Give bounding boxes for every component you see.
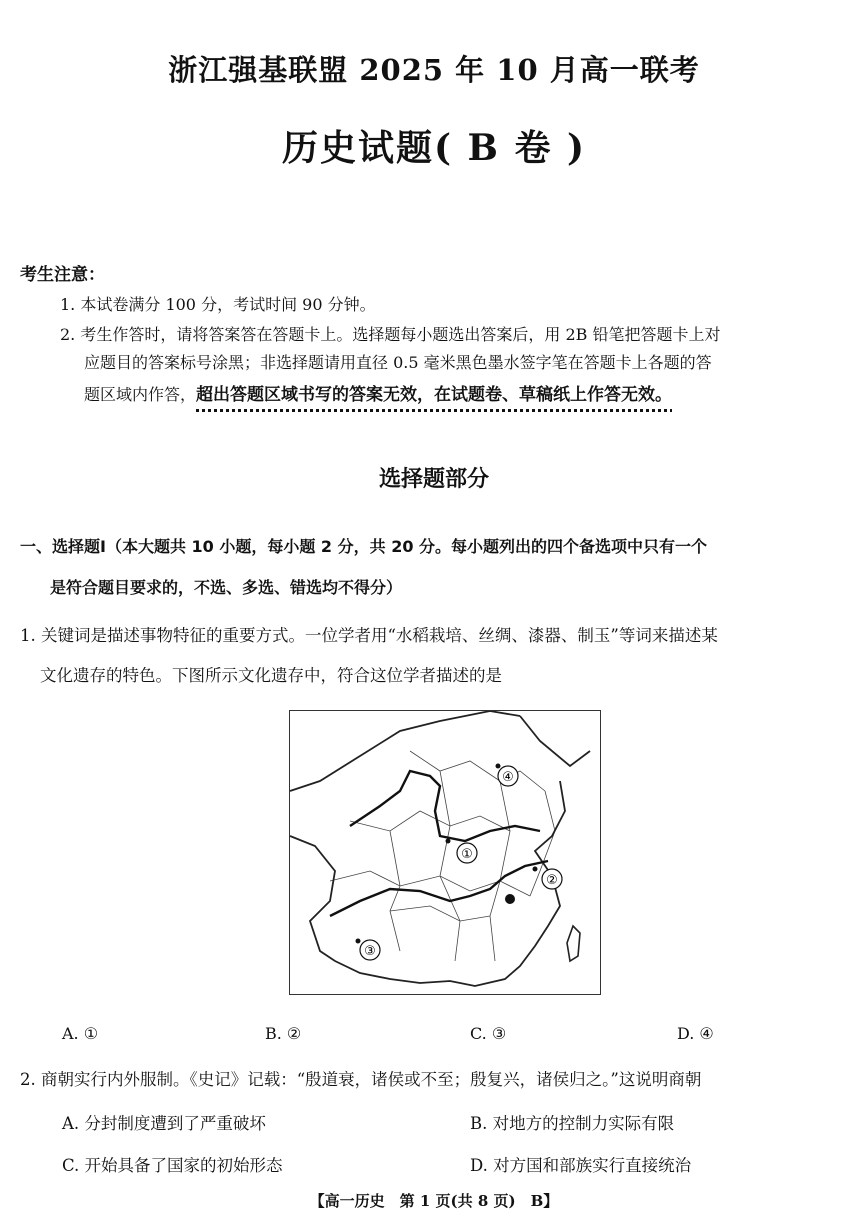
question-2-option-b[interactable]: B. 对地方的控制力实际有限 [470,1114,675,1133]
svg-text:②: ② [546,873,558,888]
question-1-option-a[interactable]: A. ① [62,1024,99,1043]
china-map-figure [289,710,601,995]
section-title: 选择题部分 [378,467,489,492]
question-1-stem-line-2: 文化遗存的特色。下图所示文化遗存中，符合这位学者描述的是 [40,666,502,685]
map-drawing [290,711,600,994]
question-2-option-a[interactable]: A. 分封制度遭到了严重破坏 [62,1114,266,1133]
svg-text:④: ④ [502,770,514,785]
page-footer: 【高一历史 第 1 页(共 8 页) B】 [309,1192,559,1210]
question-1-option-d[interactable]: D. ④ [677,1024,714,1043]
site-marker-1 [446,839,478,864]
svg-text:③: ③ [364,944,376,959]
notice-item-2-line-2: 应题目的答案标号涂黑；非选择题请用直径 0.5 毫米黑色墨水签字笔在答题卡上各题的答 [84,353,712,372]
site-marker-3 [356,939,381,961]
site-marker-4 [496,764,519,787]
taiwan-island [567,926,580,961]
lake-marker [505,894,515,904]
question-1-option-c[interactable]: C. ③ [470,1024,507,1043]
question-1-option-b[interactable]: B. ② [265,1024,302,1043]
notice-emphasis-text: 超出答题区域书写的答案无效，在试题卷、草稿纸上作答无效。 [196,385,673,405]
part-instruction-line-1: 一、选择题Ⅰ（本大题共 10 小题，每小题 2 分，共 20 分。每小题列出的四个备选项中只有一个 [20,537,708,556]
notice-item-2-line-3 [84,380,672,405]
question-1-stem-line-1: 1. 关键词是描述事物特征的重要方式。一位学者用“水稻栽培、丝绸、漆器、制玉”等词来描述某 [20,626,718,645]
notice-heading: 考生注意： [20,265,105,285]
country-outline [290,711,590,986]
notice-plain-text: 题区域内作答， [84,385,197,404]
paper-title: 历史试题( B 卷 ) [281,127,587,169]
part-instruction-line-2: 是符合题目要求的，不选、多选、错选均不得分） [50,578,403,597]
notice-item-2-line-1: 2. 考生作答时，请将答案答在答题卡上。选择题每小题选出答案后，用 2B 铅笔把答题卡上对 [60,325,721,344]
question-2-option-c[interactable]: C. 开始具备了国家的初始形态 [62,1156,283,1175]
question-2-option-d[interactable]: D. 对方国和部族实行直接统治 [470,1156,692,1175]
province-borders [330,751,555,961]
exam-title: 浙江强基联盟 2025 年 10 月高一联考 [168,53,700,87]
notice-item-1: 1. 本试卷满分 100 分，考试时间 90 分钟。 [60,295,376,314]
svg-text:①: ① [461,847,473,862]
question-2-stem: 2. 商朝实行内外服制。《史记》记载：“殷道衰，诸侯或不至；殷复兴，诸侯归之。”这说明商朝 [20,1070,702,1089]
